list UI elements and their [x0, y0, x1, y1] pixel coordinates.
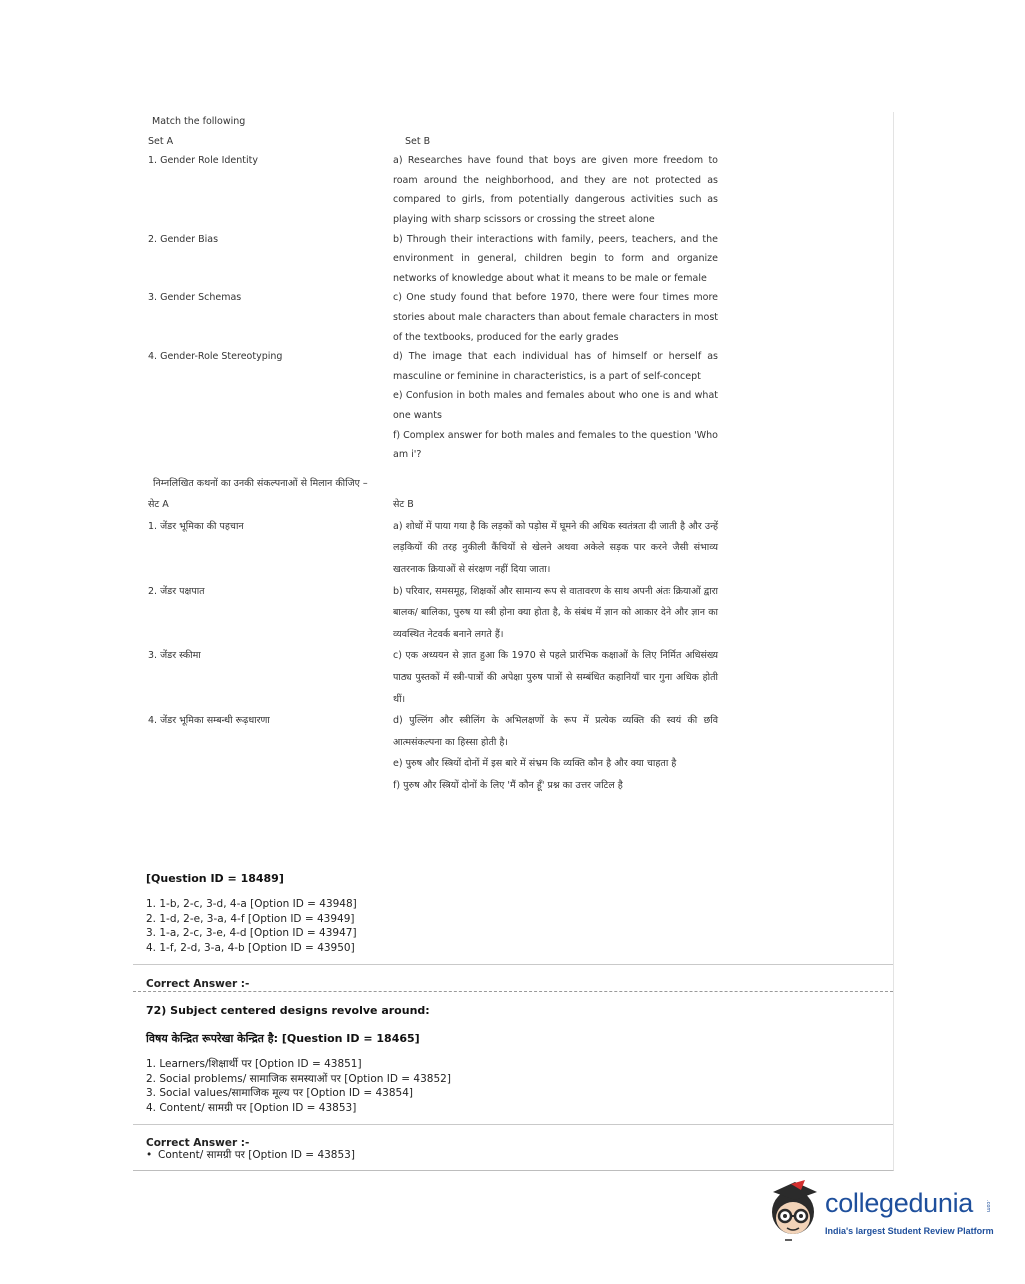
option-1: 1. Learners/शिक्षार्थी पर [Option ID = 43851]	[146, 1058, 362, 1070]
set-a-item: 2. Gender Bias	[148, 233, 219, 245]
collegedunia-logo	[765, 1178, 995, 1253]
match-row	[148, 516, 738, 581]
match-question-block	[148, 112, 738, 797]
option-4: 4. 1-f, 2-d, 3-a, 4-b [Option ID = 43950]	[146, 942, 355, 955]
instruction-hi: निम्नलिखित कथनों का उनकी संकल्पनाओं से मिलान कीजिए –	[153, 477, 368, 489]
match-rows-hi	[148, 516, 738, 797]
match-row	[148, 426, 738, 465]
question-id: [Question ID = 18489]	[146, 872, 284, 885]
correct-answer-row	[133, 972, 893, 991]
set-b-item: f) पुरुष और स्त्रियों दोनों के लिए 'मैं कौन हूँ' प्रश्न का उत्तर जटिल है	[393, 780, 623, 791]
set-b-item: a) शोधों में पाया गया है कि लड़कों को पड़ोस में घूमने की अधिक स्वतंत्रता दी जाती है और उन्हें लड़कियों की तरह नुकीली कैंचियों से खेलने अथवा अकेले सड़क पार करने जैसी संभाव्य खतरनाक क्रियाओं से संरक्षण नहीं दिया जाता।	[393, 520, 718, 576]
set-headings-hi	[148, 494, 738, 516]
match-row	[148, 386, 738, 425]
match-row	[148, 753, 738, 775]
bullet-icon: •	[146, 1149, 153, 1161]
set-b-item: a) Researches have found that boys are given more freedom to roam around the neighborhood, and they are not protected as compared to girls, from potentially dangerous activities such as playing with sharp scissors or crossing the street alone	[393, 155, 718, 225]
correct-answer-label: Correct Answer :-	[146, 978, 250, 990]
logo-suffix: .com	[985, 1200, 991, 1213]
set-b-item: e) Confusion in both males and females about who one is and what one wants	[393, 390, 718, 421]
set-a-item	[148, 386, 393, 425]
set-a-item: 1. Gender Role Identity	[148, 155, 259, 167]
set-b-item: d) The image that each individual has of himself or herself as masculine or feminine in characteristics, is a part of self-concept	[393, 351, 718, 382]
match-row	[148, 288, 738, 347]
match-row	[148, 151, 738, 229]
match-row	[148, 645, 738, 710]
set-a-heading: Set A	[148, 135, 174, 147]
set-b-item: c) एक अध्ययन से ज्ञात हुआ कि 1970 से पहले प्रारंभिक कक्षाओं के लिए निर्मित अधिसंख्य पाठ्य पुस्तकों में स्त्री-पात्रों की अपेक्षा पुरुष पात्रों से सम्बंधित कहानियाँ चार गुना अधिक होती थीं।	[393, 650, 718, 705]
correct-answer-label: Correct Answer :-	[146, 1137, 250, 1149]
option-3: 3. Social values/सामाजिक मूल्य पर [Option ID = 43854]	[146, 1087, 413, 1099]
set-a-item: 1. जेंडर भूमिका की पहचान	[148, 520, 244, 532]
set-b-item: e) पुरुष और स्त्रियों दोनों में इस बारे में संभ्रम कि व्यक्ति कौन है और क्या चाहता है	[393, 758, 677, 770]
set-a-item: 4. Gender-Role Stereotyping	[148, 351, 283, 363]
set-a-item: 4. जेंडर भूमिका सम्बन्धी रूढ़धारणा	[148, 715, 270, 727]
option-1: 1. 1-b, 2-c, 3-d, 4-a [Option ID = 43948]	[146, 898, 357, 910]
option-3: 3. 1-a, 2-c, 3-e, 4-d [Option ID = 43947]	[146, 927, 357, 940]
set-b-item: d) पुल्लिंग और स्त्रीलिंग के अभिलक्षणों के रूप में प्रत्येक व्यक्ति की स्वयं की छवि आत्मसंकल्पना का हिस्सा होती है।	[393, 715, 718, 748]
set-a-item	[148, 753, 393, 775]
set-b-item: c) One study found that before 1970, there were four times more stories about male characters than about female characters in most of the textbooks, produced for the early grades	[393, 292, 719, 343]
set-a-item	[148, 775, 393, 797]
options-list-72	[146, 1057, 451, 1115]
logo-tagline: India's largest Student Review Platform	[825, 1226, 994, 1236]
match-rows-en	[148, 151, 738, 465]
match-row	[148, 581, 738, 646]
divider	[133, 1124, 893, 1125]
instruction-en: Match the following	[152, 116, 246, 127]
set-a-item: 2. जेंडर पक्षपात	[148, 585, 205, 597]
option-2: 2. 1-d, 2-e, 3-a, 4-f [Option ID = 43949]	[146, 912, 355, 925]
match-row	[148, 775, 738, 797]
match-row	[148, 347, 738, 386]
set-b-heading: Set B	[405, 135, 431, 147]
logo-wordmark: collegedunia	[825, 1188, 974, 1218]
set-a-item: 3. Gender Schemas	[148, 292, 242, 304]
divider	[133, 964, 893, 965]
dashed-divider	[133, 991, 893, 992]
set-headings-en	[148, 132, 738, 152]
match-row	[148, 710, 738, 753]
set-b-item: b) परिवार, समसमूह, शिक्षकों और सामान्य रूप से वातावरण के साथ अपनी अंतः क्रियाओं द्वारा बालक/ बालिका, पुरुष या स्त्री होना क्या होता है, के संबंध में ज्ञान को आकार देने और ज्ञान का व्यवस्थित नेटवर्क बनाने लगते हैं।	[393, 585, 718, 640]
question-72-en: 72) Subject centered designs revolve around:	[146, 1004, 430, 1017]
set-b-heading-hi: सेट B	[393, 499, 414, 511]
set-b-item: f) Complex answer for both males and females to the question 'Who am i'?	[393, 429, 718, 461]
match-row	[148, 230, 738, 289]
question-72-hi: विषय केन्द्रित रूपरेखा केन्द्रित है: [Question ID = 18465]	[146, 1032, 420, 1045]
set-b-item: b) Through their interactions with family, peers, teachers, and the environment in general, children begin to form and organize networks of knowledge about what it means to be male or female	[393, 233, 718, 284]
correct-answer-value	[146, 1148, 355, 1162]
option-4: 4. Content/ सामग्री पर [Option ID = 43853]	[146, 1101, 357, 1114]
mascot-icon	[765, 1178, 821, 1242]
option-2: 2. Social problems/ सामाजिक समस्याओं पर [Option ID = 43852]	[146, 1072, 451, 1085]
set-a-item	[148, 426, 393, 465]
set-a-item: 3. जेंडर स्कीमा	[148, 650, 201, 662]
options-list	[146, 897, 357, 956]
set-a-heading-hi: सेट A	[148, 499, 169, 511]
answer-text: Content/ सामग्री पर [Option ID = 43853]	[158, 1149, 355, 1161]
